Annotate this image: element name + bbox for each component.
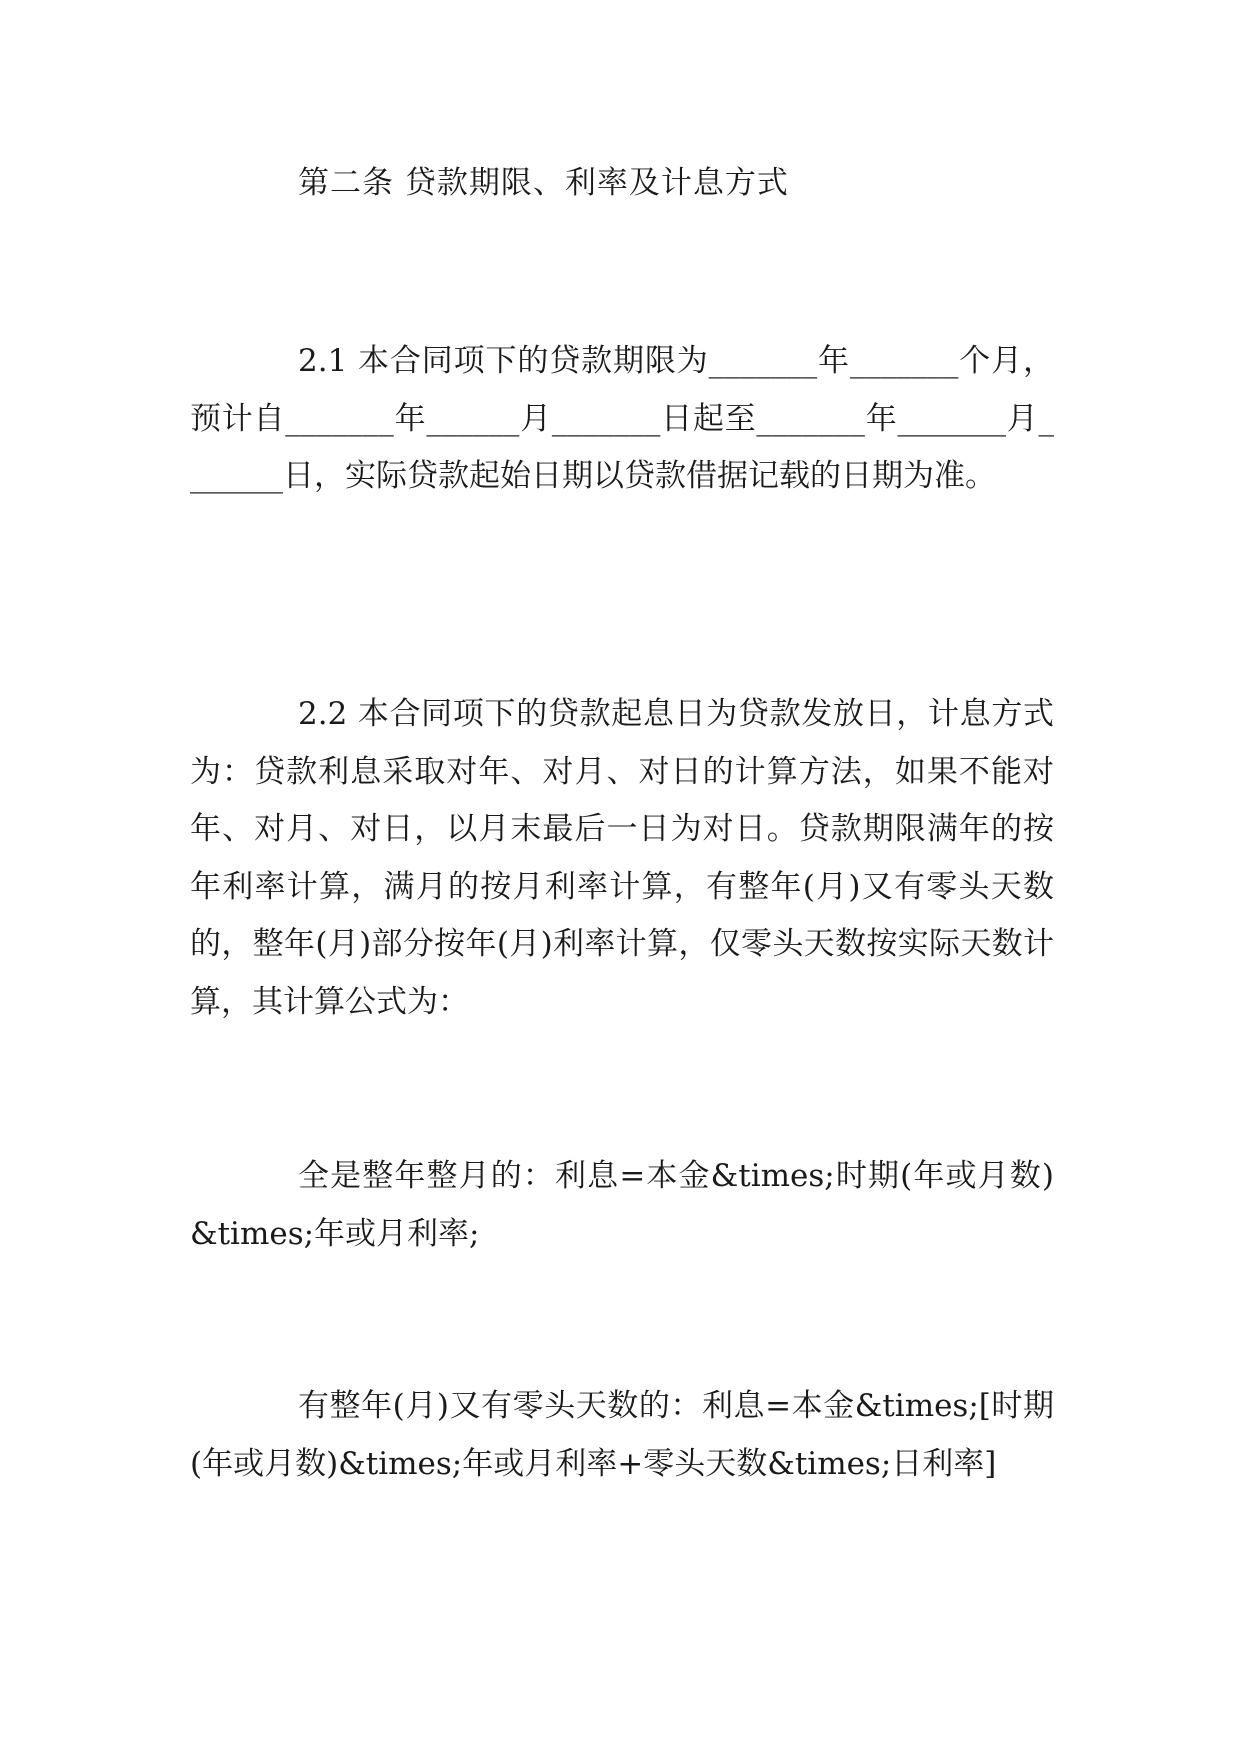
formula-whole-period: 全是整年整月的：利息=本金&times;时期(年或月数)&times;年或月利率; xyxy=(190,1158,1054,1252)
article-heading: 第二条 贷款期限、利率及计息方式 xyxy=(298,165,789,201)
formula-mixed-period: 有整年(月)又有零头天数的：利息=本金&times;[时期(年或月数)&times;年或月利率+零头天数&times;日利率] xyxy=(190,1388,1054,1482)
clause-2-1: 2.1 本合同项下的贷款期限为_______年_______个月，预计自_______年______月_______日起至_______年_______月_______日，实际贷款起始日期以贷款借据记载的日期为准。 xyxy=(190,343,1054,494)
clause-2-2: 2.2 本合同项下的贷款起息日为贷款发放日，计息方式为：贷款利息采取对年、对月、对日的计算方法，如果不能对年、对月、对日，以月末最后一日为对日。贷款期限满年的按年利率计算，满月的按月利率计算，有整年(月)又有零头天数的，整年(月)部分按年(月)利率计算，仅零头天数按实际天数计算，其计算公式为： xyxy=(190,696,1054,1020)
